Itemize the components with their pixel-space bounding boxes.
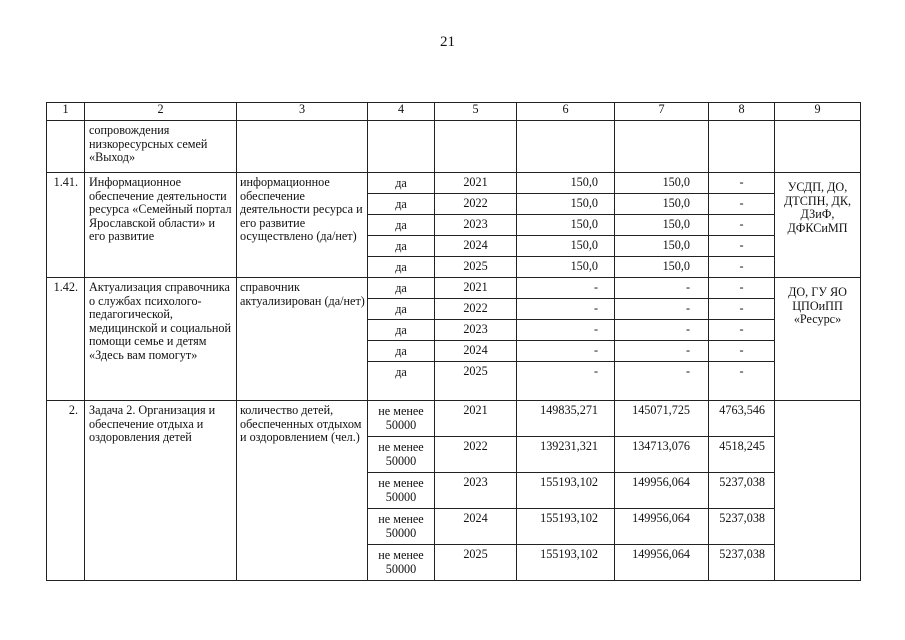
item-indicator: справочник актуализирован (да/нет)	[237, 278, 368, 401]
header-cell: 9	[775, 103, 861, 121]
item-name: Информационное обеспечение деятельности ресурса «Семейный портал Ярославской области» и его развитие	[85, 173, 237, 278]
executors-cell	[775, 401, 861, 581]
target-value-text: да	[395, 239, 407, 253]
header-cell: 4	[368, 103, 435, 121]
total-funding-cell: 155193,102	[517, 473, 615, 509]
target-value	[368, 545, 435, 581]
header-cell: 7	[615, 103, 709, 121]
year-cell: 2023	[435, 215, 517, 236]
year-cell: 2024	[435, 341, 517, 362]
total-funding-cell: -	[517, 278, 615, 299]
year-cell: 2023	[435, 320, 517, 341]
other-funding-cell: -	[709, 215, 775, 236]
target-value	[368, 257, 435, 278]
total-funding-cell: 139231,321	[517, 437, 615, 473]
item-indicator: информационное обеспечение деятельности ресурса и его развитие осуществлено (да/нет)	[237, 173, 368, 278]
regional-funding-cell: 149956,064	[615, 509, 709, 545]
header-cell: 6	[517, 103, 615, 121]
other-funding-cell: 5237,038	[709, 509, 775, 545]
other-funding-cell: 4763,546	[709, 401, 775, 437]
target-value-text: не менее 50000	[378, 548, 424, 576]
regional-funding-cell: 150,0	[615, 257, 709, 278]
total-funding-cell: -	[517, 299, 615, 320]
total-funding-cell: 150,0	[517, 194, 615, 215]
regional-funding-cell: 150,0	[615, 236, 709, 257]
year-cell: 2021	[435, 278, 517, 299]
total-funding-cell: 150,0	[517, 173, 615, 194]
total-funding-cell: 150,0	[517, 257, 615, 278]
target-value-text: да	[395, 302, 407, 316]
table-row	[47, 173, 861, 194]
target-value-text: не менее 50000	[378, 512, 424, 540]
year-cell: 2021	[435, 401, 517, 437]
year-cell: 2022	[435, 299, 517, 320]
regional-funding-cell: -	[615, 320, 709, 341]
target-value	[368, 473, 435, 509]
year-cell: 2024	[435, 509, 517, 545]
target-value-text: не менее 50000	[378, 476, 424, 504]
other-funding-cell: -	[709, 278, 775, 299]
executors-cell: УСДП, ДО, ДТСПН, ДК, ДЗиФ, ДФКСиМП	[775, 173, 861, 278]
other-funding-cell: -	[709, 362, 775, 401]
total-funding-cell: 149835,271	[517, 401, 615, 437]
target-value	[368, 341, 435, 362]
item-number: 2.	[47, 401, 85, 581]
target-value	[368, 401, 435, 437]
other-funding-cell: -	[709, 257, 775, 278]
regional-funding-cell: 145071,725	[615, 401, 709, 437]
program-table	[46, 102, 861, 581]
continuation-row	[47, 121, 861, 173]
target-value	[368, 509, 435, 545]
regional-funding-cell: -	[615, 299, 709, 320]
regional-funding-cell: 150,0	[615, 215, 709, 236]
target-value-text: да	[395, 176, 407, 190]
executors-cell: ДО, ГУ ЯО ЦПОиПП «Ресурс»	[775, 278, 861, 401]
target-value-text: не менее 50000	[378, 404, 424, 432]
item-number: 1.42.	[47, 278, 85, 401]
year-cell: 2021	[435, 173, 517, 194]
item-number: 1.41.	[47, 173, 85, 278]
header-cell: 8	[709, 103, 775, 121]
regional-funding-cell: 149956,064	[615, 545, 709, 581]
total-funding-cell: -	[517, 341, 615, 362]
other-funding-cell: 5237,038	[709, 473, 775, 509]
continuation-text: сопровождения низкоресурсных семей «Выход»	[85, 121, 237, 173]
target-value-text: да	[395, 323, 407, 337]
target-value-text: да	[395, 281, 407, 295]
table-row	[47, 278, 861, 299]
target-value	[368, 278, 435, 299]
target-value-text: да	[395, 344, 407, 358]
year-cell: 2022	[435, 437, 517, 473]
item-name: Актуализация справочника о службах психолого-педагогической, медицинской и социальной помощи семье и детям «Здесь вам помогут»	[85, 278, 237, 401]
table-row	[47, 401, 861, 437]
year-cell: 2025	[435, 362, 517, 401]
header-cell: 5	[435, 103, 517, 121]
year-cell: 2025	[435, 257, 517, 278]
target-value	[368, 299, 435, 320]
regional-funding-cell: -	[615, 278, 709, 299]
header-row	[47, 103, 861, 121]
regional-funding-cell: 150,0	[615, 173, 709, 194]
other-funding-cell: -	[709, 341, 775, 362]
header-cell: 2	[85, 103, 237, 121]
regional-funding-cell: 149956,064	[615, 473, 709, 509]
year-cell: 2024	[435, 236, 517, 257]
other-funding-cell: 4518,245	[709, 437, 775, 473]
total-funding-cell: 150,0	[517, 236, 615, 257]
target-value	[368, 236, 435, 257]
other-funding-cell: -	[709, 236, 775, 257]
target-value	[368, 320, 435, 341]
other-funding-cell: -	[709, 194, 775, 215]
other-funding-cell: -	[709, 299, 775, 320]
target-value	[368, 215, 435, 236]
regional-funding-cell: 150,0	[615, 194, 709, 215]
target-value-text: не менее 50000	[378, 440, 424, 468]
regional-funding-cell: -	[615, 362, 709, 401]
item-indicator: количество детей, обеспеченных отдыхом и оздоровлением (чел.)	[237, 401, 368, 581]
item-name: Задача 2. Организация и обеспечение отдыха и оздоровления детей	[85, 401, 237, 581]
total-funding-cell: 155193,102	[517, 509, 615, 545]
target-value	[368, 194, 435, 215]
target-value-text: да	[395, 218, 407, 232]
target-value-text: да	[395, 260, 407, 274]
other-funding-cell: -	[709, 173, 775, 194]
total-funding-cell: -	[517, 362, 615, 401]
total-funding-cell: 150,0	[517, 215, 615, 236]
year-cell: 2025	[435, 545, 517, 581]
year-cell: 2022	[435, 194, 517, 215]
target-value-text: да	[395, 365, 407, 379]
target-value	[368, 437, 435, 473]
year-cell: 2023	[435, 473, 517, 509]
regional-funding-cell: -	[615, 341, 709, 362]
header-cell: 3	[237, 103, 368, 121]
page-number: 21	[440, 34, 455, 50]
total-funding-cell: -	[517, 320, 615, 341]
regional-funding-cell: 134713,076	[615, 437, 709, 473]
other-funding-cell: -	[709, 320, 775, 341]
total-funding-cell: 155193,102	[517, 545, 615, 581]
target-value-text: да	[395, 197, 407, 211]
target-value	[368, 362, 435, 401]
target-value	[368, 173, 435, 194]
other-funding-cell: 5237,038	[709, 545, 775, 581]
header-cell: 1	[47, 103, 85, 121]
